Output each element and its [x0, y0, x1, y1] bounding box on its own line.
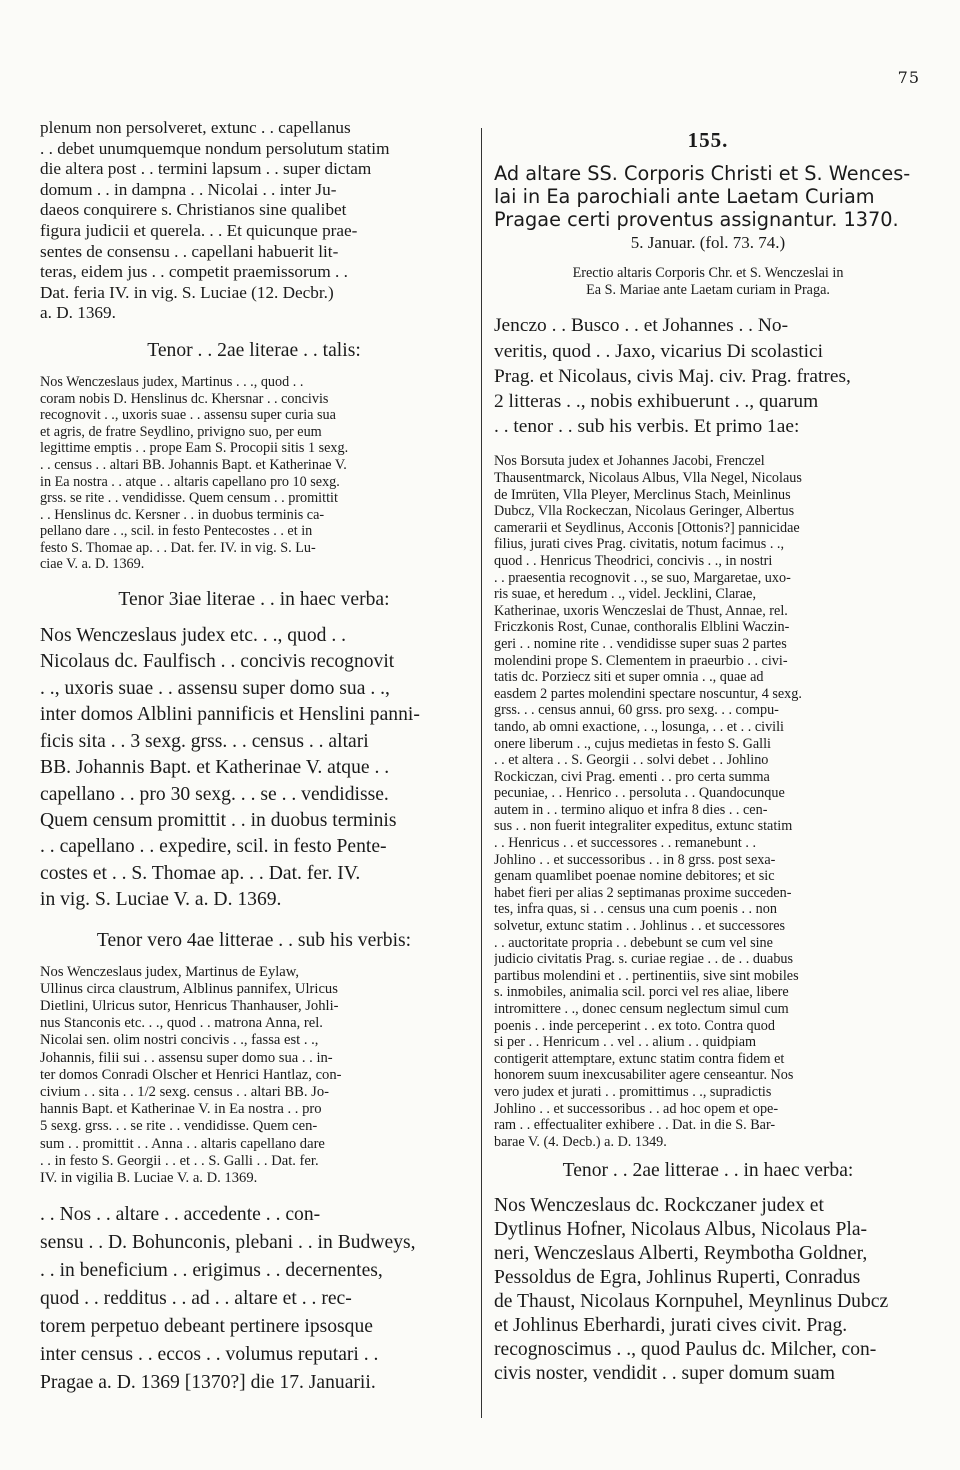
text-line: Ullinus circa claustrum, Alblinus pannifex, Ulricus [40, 980, 338, 997]
left-paragraph-2 [40, 374, 468, 573]
text-line: solvetur, extunc statim . . Johlinus . . et successores [494, 918, 786, 935]
text-line: sentes de consensu . . capellani habuerit lit- [40, 241, 339, 261]
text-line: . . capellano . . expedire, scil. in festo Pente- [40, 836, 387, 858]
text-line: honorem suum inexcusabiliter agere censeantur. Nos [494, 1067, 794, 1084]
column-divider [481, 128, 482, 1418]
text-line: . . tenor . . sub his verbis. Et primo 1ae: [494, 416, 800, 438]
right-paragraph-1 [494, 313, 922, 439]
text-line: 5 sexg. grss. . . se rite . . vendidisse. Quem cen- [40, 1118, 318, 1135]
text-line: pecuniae, . . Henrico . . persoluta . . Quandocunque [494, 785, 785, 802]
text-line: quod . . redditus . . ad . . altare et . . rec- [40, 1288, 352, 1310]
text-line: pellano dare . ., scil. in festo Pentecostes . . et in [40, 523, 313, 540]
text-line: Rockiczan, civi Prag. ementi . . pro certa summa [494, 768, 770, 785]
text-line: inter census . . eccos . . volumus reputari . . [40, 1344, 379, 1366]
text-line: . . Henslinus dc. Kersner . . in duobus terminis ca- [40, 506, 325, 523]
text-line: ciae V. a. D. 1369. [40, 556, 145, 573]
text-line: de Imrüten, Vlla Pleyer, Merclinus Stach, Meinlinus [494, 486, 791, 503]
text-line: et agris, de fratre Seydlino, privigno suo, per eum [40, 423, 322, 440]
text-line: plenum non persolveret, extunc . . capellanus [40, 118, 351, 137]
text-line: a. D. 1369. [40, 303, 116, 323]
text-line: Dytlinus Hofner, Nicolaus Albus, Nicolaus Pla- [494, 1219, 868, 1241]
text-line: tando, ab omni exactione, . ., losunga, . . et . . civili [494, 718, 784, 735]
text-line: . . praesentia recognovit . ., se suo, Margaretae, uxo- [494, 569, 791, 586]
text-line: 2 litteras . ., nobis exhibuerunt . ., quarum [494, 391, 819, 412]
text-line: onere liberum . ., cujus medietas in festo S. Galli [494, 735, 771, 752]
text-line: Pragae a. D. 1369 [1370?] die 17. Januarii. [40, 1372, 376, 1394]
text-line: . ., uxoris suae . . assensu super domo sua . ., [40, 677, 390, 699]
text-line: Johannis, filii sui . . assensu super domo sua . . in- [40, 1049, 333, 1066]
text-line: Erectio altaris Corporis Chr. et S. Wenczeslai in [572, 265, 844, 282]
left-heading-tenor-4: Tenor vero 4ae litterae . . sub his verbis: [96, 929, 412, 951]
text-line: . . Nos . . altare . . accedente . . con- [40, 1204, 321, 1226]
text-line: . . auctoritate propria . . debebunt se cum vel sine [494, 934, 773, 951]
text-line: Pragae certi proventus assignantur. 1370. [494, 208, 899, 231]
text-line: domum . . in dampna . . Nicolai . . inter Ju- [40, 179, 337, 199]
text-line: Nos Wenczeslaus judex etc. . ., quod . . [40, 625, 347, 647]
text-line: contigerit attemptare, extunc statim contra fidem et [494, 1050, 785, 1067]
text-line: Johlino . . et successoribus . . ad hoc opem et ope- [494, 1100, 779, 1117]
text-line: sensu . . D. Bohunconis, plebani . . in Budweys, [40, 1232, 416, 1254]
right-column [494, 118, 922, 1386]
text-line: Pessoldus de Egra, Johlinus Ruperti, Conradus [494, 1267, 861, 1289]
entry-number: 155. [687, 128, 729, 152]
text-line: . . in festo S. Georgii . . et . . S. Galli . . Dat. fer. [40, 1152, 319, 1169]
right-heading-tenor-2: Tenor . . 2ae litterae . . in haec verba: [562, 1160, 854, 1182]
entry-summary [494, 265, 922, 299]
text-line: Dietlini, Ulricus sutor, Henricus Thanhauser, Johli- [40, 997, 339, 1014]
text-line: capellano . . pro 30 sexg. . . se . . vendidisse. [40, 783, 389, 805]
text-line: intromittere . ., donec censum neglectum simul cum [494, 1001, 789, 1017]
text-line: . . Henricus . . et successores . . remanebunt . . [494, 835, 756, 852]
text-line: Ea S. Mariae ante Laetam curiam in Praga. [586, 282, 830, 299]
text-line: camerarii et Seydlinus, Acconis [Ottonis?] pannicidae [494, 519, 800, 536]
text-line: die altera post . . termini lapsum . . super dictam [40, 159, 372, 179]
text-line: coram nobis D. Henslinus dc. Khersnar . . concivis [40, 390, 329, 407]
text-line: . . census . . altari BB. Johannis Bapt. et Katherinae V. [40, 456, 347, 473]
entry-title [494, 163, 922, 231]
text-line: Nicolaus dc. Faulfisch . . concivis recognovit [40, 651, 395, 673]
text-line: . . in beneficium . . erigimus . . decernentes, [40, 1260, 383, 1282]
text-line: veritis, quod . . Jaxo, vicarius Di scolastici [494, 340, 824, 362]
text-line: ter domos Conradi Olscher et Henrici Hantlaz, con- [40, 1066, 342, 1083]
text-line: Dat. feria IV. in vig. S. Luciae (12. Decbr.) [40, 282, 334, 302]
text-line: festo S. Thomae ap. . . Dat. fer. IV. in vig. S. Lu- [40, 539, 316, 556]
text-line: ris suae, et heredum . ., videl. Jecklini, Clarae, [494, 586, 756, 603]
page-number: 75 [897, 68, 920, 87]
text-line: barae V. (4. Decb.) a. D. 1349. [494, 1133, 667, 1150]
text-line: neri, Wenczeslaus Alberti, Reymbotha Goldner, [494, 1243, 868, 1265]
text-line: Nicolai sen. olim nostri concivis . ., fassa est . ., [40, 1032, 319, 1049]
text-line: Prag. et Nicolaus, civis Maj. civ. Prag. fratres, [494, 365, 851, 387]
text-line: et Johlinus Eberhardi, jurati cives civit. Prag. [494, 1315, 848, 1337]
text-line: s. inmobiles, animalia scil. porci vel res aliae, libere [494, 984, 789, 1001]
text-line: Nos Borsuta judex et Johannes Jacobi, Frenczel [494, 453, 765, 470]
right-paragraph-3 [494, 1194, 922, 1386]
text-line: autem in . . termino aliquo et infra 8 dies . . cen- [494, 801, 768, 818]
text-line: sum . . promittit . . Anna . . altaris capellano dare [40, 1135, 325, 1152]
text-line: Dubcz, Vlla Rockeczan, Nicolaus Geringer, Albertus [494, 503, 795, 520]
left-paragraph-4 [40, 964, 468, 1188]
text-line: sus . . non fuerit integraliter expeditus, extunc statim [494, 818, 793, 835]
left-heading-tenor-3: Tenor 3iae literae . . in haec verba: [118, 589, 390, 611]
text-line: civis noster, vendidit . . super domum suam [494, 1363, 835, 1385]
text-line: de Thaust, Nicolaus Kornpuhel, Meynlinus Dubcz [494, 1291, 889, 1313]
text-line: habet fieri per alias 2 septimanas proxime succeden- [494, 884, 792, 901]
text-line: recognovit . ., uxoris suae . . assensu super curia sua [40, 407, 336, 424]
text-line: daeos conquirere s. Christianos sine qualibet [40, 200, 347, 220]
text-line: Nos Wenczeslaus dc. Rockczaner judex et [494, 1195, 824, 1217]
text-line: torem perpetuo debeant pertinere ipsosque [40, 1316, 373, 1338]
text-line: figura judicii et querela. . . Et quicunque prae- [40, 220, 358, 240]
text-line: BB. Johannis Bapt. et Katherinae V. atque . . [40, 757, 390, 779]
text-line: partibus molendini et . . pertinentiis, sive sint mobiles [494, 967, 799, 984]
text-line: Nos Wenczeslaus judex, Martinus de Eylaw, [40, 963, 300, 980]
text-line: Thausentmarck, Nicolaus Albus, Vlla Negel, Nicolaus [494, 470, 802, 486]
text-line: Quem censum promittit . . in duobus terminis [40, 809, 397, 831]
text-line: grss. . . census annui, 60 grss. pro sexg. . . compu- [494, 702, 779, 719]
text-line: ficis sita . . 3 sexg. grss. . . census . . altari [40, 730, 369, 752]
text-line: genam quamlibet poenae nomine debitores; et sic [494, 868, 775, 885]
text-line: . . debet unumquemque nondum persolutum statim [40, 138, 390, 158]
text-line: in Ea nostra . . atque . . altaris capellano pro 10 sexg. [40, 473, 340, 490]
text-line: grss. se rite . . vendidisse. Quem censum . . promittit [40, 490, 338, 507]
left-paragraph-5 [40, 1201, 468, 1397]
text-line: lai in Ea parochiali ante Laetam Curiam [494, 185, 875, 208]
text-line: ram . . effectualiter exhibere . . Dat. in die S. Bar- [494, 1117, 776, 1134]
right-paragraph-2 [494, 453, 922, 1150]
text-line: filius, jurati cives Prag. civitatis, notum facimus . ., [494, 536, 785, 553]
text-line: geri . . nomine rite . . vendidisse super suas 2 partes [494, 635, 787, 652]
entry-date: 5. Januar. (fol. 73. 74.) [630, 233, 786, 253]
text-line: . . et altera . . S. Georgii . . solvi debet . . Johlino [494, 752, 769, 769]
text-line: teras, eidem jus . . competit praemissorum . . [40, 262, 348, 282]
left-paragraph-1 [40, 118, 468, 324]
text-line: quod . . Henricus Theodrici, concivis . ., in nostri [494, 552, 773, 569]
text-line: Katherinae, uxoris Wenczeslai de Thust, Annae, rel. [494, 602, 788, 619]
text-line: Ad altare SS. Corporis Christi et S. Wences- [494, 163, 911, 185]
text-line: civium . . sita . . 1/2 sexg. census . . altari BB. Jo- [40, 1083, 330, 1100]
text-line: poenis . . inde perceperint . . ex toto. Contra quod [494, 1017, 775, 1034]
text-line: vero judex et jurati . . promittimus . ., supradictis [494, 1083, 772, 1100]
text-line: judicio civitatis Prag. s. curiae regiae . . de . . duabus [494, 951, 794, 968]
left-paragraph-3 [40, 623, 468, 913]
text-line: in vig. S. Luciae V. a. D. 1369. [40, 889, 282, 911]
text-line: Friczkonis Rost, Cunae, conthoralis Elblini Waczin- [494, 619, 790, 636]
text-line: IV. in vigilia B. Luciae V. a. D. 1369. [40, 1169, 258, 1186]
text-line: Nos Wenczeslaus judex, Martinus . . ., quod . . [40, 373, 304, 390]
text-line: tes, infra quas, si . . census una cum poenis . . non [494, 901, 777, 918]
text-line: Johlino . . et successoribus . . in 8 grss. post sexa- [494, 851, 776, 868]
text-line: tatis dc. Porziecz siti et super omnia . ., quae ad [494, 669, 764, 686]
text-line: easdem 2 partes molendini spectare noscuntur, 4 sexg. [494, 685, 802, 702]
left-column [40, 118, 468, 1397]
text-line: si per . . Henricum . . vel . . alium . . quidpiam [494, 1034, 757, 1051]
text-line: Jenczo . . Busco . . et Johannes . . No- [494, 315, 789, 337]
left-heading-tenor-2: Tenor . . 2ae literae . . talis: [147, 339, 361, 361]
text-line: molendini prope S. Clementem in praeurbio . . civi- [494, 652, 788, 669]
text-line: nus Stanconis etc. . ., quod . . matrona Anna, rel. [40, 1015, 323, 1032]
text-line: recognoscimus . ., quod Paulus dc. Milcher, con- [494, 1339, 877, 1361]
text-line: legittime emptis . . prope Eam S. Procopii sitis 1 sexg. [40, 440, 349, 457]
text-line: inter domos Alblini pannificis et Henslini panni- [40, 704, 420, 726]
text-line: hannis Bapt. et Katherinae V. in Ea nostra . . pro [40, 1101, 322, 1118]
text-line: costes et . . S. Thomae ap. . . Dat. fer. IV. [40, 862, 361, 884]
